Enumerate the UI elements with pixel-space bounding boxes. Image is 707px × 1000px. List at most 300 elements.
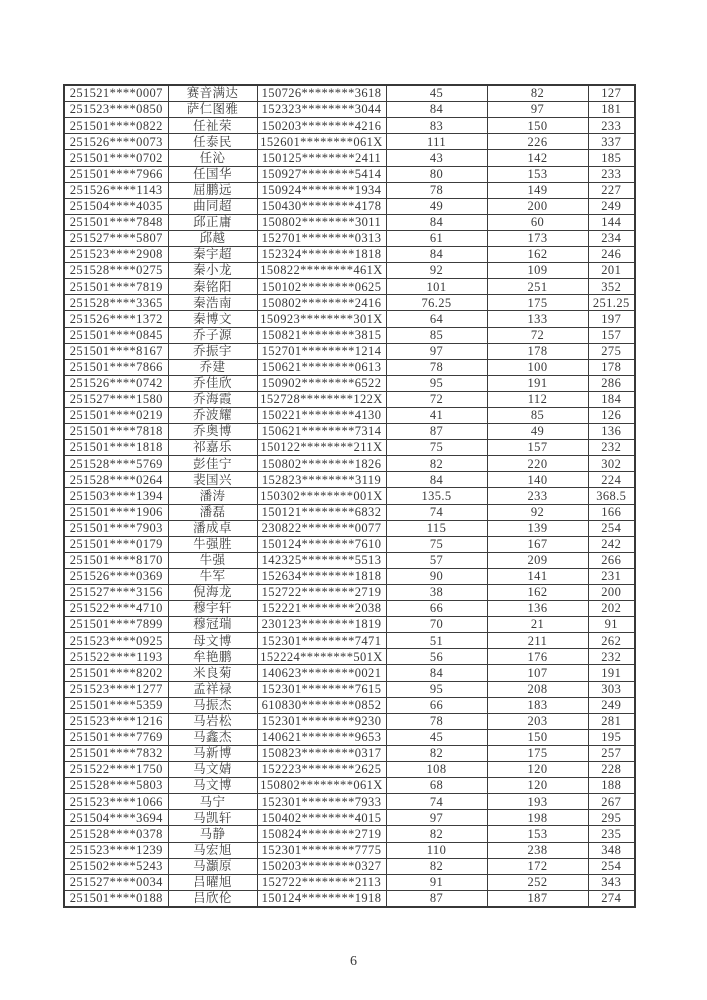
score1-cell: 108 xyxy=(386,762,487,778)
candidate-name-cell: 马宏旭 xyxy=(168,842,257,858)
score1-cell: 111 xyxy=(386,134,487,150)
score1-cell: 95 xyxy=(386,681,487,697)
table-row xyxy=(64,166,635,182)
candidate-name-cell: 乔海霞 xyxy=(168,391,257,407)
table-row xyxy=(64,279,635,295)
candidate-name-cell: 母文博 xyxy=(168,633,257,649)
id-number-cell: 152323********3044 xyxy=(257,102,386,118)
candidate-name-cell: 邱正庸 xyxy=(168,214,257,230)
id-number-cell: 150726********3618 xyxy=(257,85,386,102)
candidate-name-cell: 吕曜旭 xyxy=(168,874,257,890)
table-row xyxy=(64,890,635,907)
candidate-name-cell: 秦博文 xyxy=(168,311,257,327)
total-score-cell: 267 xyxy=(588,794,635,810)
total-score-cell: 232 xyxy=(588,649,635,665)
score2-cell: 139 xyxy=(487,520,588,536)
candidate-name-cell: 任泰民 xyxy=(168,134,257,150)
registration-id-cell: 251501****5359 xyxy=(64,697,168,713)
id-number-cell: 152722********2113 xyxy=(257,874,386,890)
score1-cell: 82 xyxy=(386,456,487,472)
candidate-name-cell: 任国华 xyxy=(168,166,257,182)
registration-id-cell: 251526****0073 xyxy=(64,134,168,150)
registration-id-cell: 251501****1906 xyxy=(64,504,168,520)
score2-cell: 153 xyxy=(487,166,588,182)
score1-cell: 51 xyxy=(386,633,487,649)
total-score-cell: 91 xyxy=(588,617,635,633)
total-score-cell: 348 xyxy=(588,842,635,858)
table-row xyxy=(64,247,635,263)
registration-id-cell: 251523****0850 xyxy=(64,102,168,118)
candidate-name-cell: 赛音满达 xyxy=(168,85,257,102)
score1-cell: 95 xyxy=(386,375,487,391)
table-row xyxy=(64,375,635,391)
total-score-cell: 352 xyxy=(588,279,635,295)
id-number-cell: 152634********1818 xyxy=(257,568,386,584)
total-score-cell: 234 xyxy=(588,230,635,246)
id-number-cell: 140623********0021 xyxy=(257,665,386,681)
registration-id-cell: 251528****0264 xyxy=(64,472,168,488)
score1-cell: 115 xyxy=(386,520,487,536)
id-number-cell: 150802********3011 xyxy=(257,214,386,230)
table-row xyxy=(64,214,635,230)
candidate-name-cell: 乔佳欣 xyxy=(168,375,257,391)
table-row xyxy=(64,488,635,504)
registration-id-cell: 251528****5769 xyxy=(64,456,168,472)
table-row xyxy=(64,826,635,842)
id-number-cell: 140621********9653 xyxy=(257,729,386,745)
id-number-cell: 150822********461X xyxy=(257,263,386,279)
total-score-cell: 275 xyxy=(588,343,635,359)
score1-cell: 75 xyxy=(386,536,487,552)
id-number-cell: 150802********1826 xyxy=(257,456,386,472)
score1-cell: 78 xyxy=(386,182,487,198)
registration-id-cell: 251526****0369 xyxy=(64,568,168,584)
candidate-name-cell: 秦铭阳 xyxy=(168,279,257,295)
table-row xyxy=(64,794,635,810)
score2-cell: 167 xyxy=(487,536,588,552)
registration-id-cell: 251501****7848 xyxy=(64,214,168,230)
score2-cell: 120 xyxy=(487,778,588,794)
score1-cell: 41 xyxy=(386,407,487,423)
score2-cell: 150 xyxy=(487,118,588,134)
id-number-cell: 152701********1214 xyxy=(257,343,386,359)
score2-cell: 150 xyxy=(487,729,588,745)
registration-id-cell: 251528****5803 xyxy=(64,778,168,794)
table-row xyxy=(64,874,635,890)
score1-cell: 84 xyxy=(386,665,487,681)
candidate-name-cell: 秦宇超 xyxy=(168,247,257,263)
candidate-name-cell: 秦浩南 xyxy=(168,295,257,311)
candidate-name-cell: 马文博 xyxy=(168,778,257,794)
id-number-cell: 142325********5513 xyxy=(257,552,386,568)
registration-id-cell: 251501****8167 xyxy=(64,343,168,359)
score1-cell: 84 xyxy=(386,472,487,488)
candidate-name-cell: 牛强 xyxy=(168,552,257,568)
score1-cell: 82 xyxy=(386,745,487,761)
score1-cell: 45 xyxy=(386,729,487,745)
page-number: 6 xyxy=(350,954,357,969)
score1-cell: 135.5 xyxy=(386,488,487,504)
table-row xyxy=(64,729,635,745)
registration-id-cell: 251523****1239 xyxy=(64,842,168,858)
registration-id-cell: 251527****5807 xyxy=(64,230,168,246)
registration-id-cell: 251501****0179 xyxy=(64,536,168,552)
total-score-cell: 303 xyxy=(588,681,635,697)
score1-cell: 90 xyxy=(386,568,487,584)
score2-cell: 175 xyxy=(487,745,588,761)
table-row xyxy=(64,85,635,102)
score2-cell: 178 xyxy=(487,343,588,359)
score1-cell: 84 xyxy=(386,214,487,230)
registration-id-cell: 251523****2908 xyxy=(64,247,168,263)
id-number-cell: 150802********2416 xyxy=(257,295,386,311)
id-number-cell: 150621********7314 xyxy=(257,424,386,440)
table-row xyxy=(64,311,635,327)
registration-id-cell: 251526****1143 xyxy=(64,182,168,198)
score1-cell: 83 xyxy=(386,118,487,134)
id-number-cell: 150121********6832 xyxy=(257,504,386,520)
candidate-name-cell: 任沁 xyxy=(168,150,257,166)
total-score-cell: 249 xyxy=(588,697,635,713)
registration-id-cell: 251501****0188 xyxy=(64,890,168,907)
total-score-cell: 232 xyxy=(588,440,635,456)
candidate-name-cell: 曲同超 xyxy=(168,198,257,214)
candidate-name-cell: 牟艳鹏 xyxy=(168,649,257,665)
table-row xyxy=(64,778,635,794)
score2-cell: 233 xyxy=(487,488,588,504)
candidate-name-cell: 萨仁图雅 xyxy=(168,102,257,118)
candidate-name-cell: 潘磊 xyxy=(168,504,257,520)
table-row xyxy=(64,842,635,858)
registration-id-cell: 251502****5243 xyxy=(64,858,168,874)
registration-id-cell: 251527****3156 xyxy=(64,585,168,601)
score2-cell: 82 xyxy=(487,85,588,102)
score1-cell: 85 xyxy=(386,327,487,343)
candidate-name-cell: 马静 xyxy=(168,826,257,842)
score1-cell: 66 xyxy=(386,601,487,617)
score2-cell: 157 xyxy=(487,440,588,456)
score2-cell: 153 xyxy=(487,826,588,842)
score1-cell: 56 xyxy=(386,649,487,665)
table-row xyxy=(64,472,635,488)
total-score-cell: 136 xyxy=(588,424,635,440)
total-score-cell: 281 xyxy=(588,713,635,729)
registration-id-cell: 251501****7819 xyxy=(64,279,168,295)
candidate-name-cell: 马振杰 xyxy=(168,697,257,713)
total-score-cell: 337 xyxy=(588,134,635,150)
registration-id-cell: 251501****7769 xyxy=(64,729,168,745)
registration-id-cell: 251501****7899 xyxy=(64,617,168,633)
candidate-name-cell: 任祉荣 xyxy=(168,118,257,134)
id-number-cell: 150102********0625 xyxy=(257,279,386,295)
registration-id-cell: 251523****0925 xyxy=(64,633,168,649)
registration-id-cell: 251528****0275 xyxy=(64,263,168,279)
score2-cell: 97 xyxy=(487,102,588,118)
table-row xyxy=(64,745,635,761)
score1-cell: 49 xyxy=(386,198,487,214)
id-number-cell: 150203********4216 xyxy=(257,118,386,134)
id-number-cell: 150203********0327 xyxy=(257,858,386,874)
registration-id-cell: 251501****7903 xyxy=(64,520,168,536)
candidate-name-cell: 倪海龙 xyxy=(168,585,257,601)
registration-id-cell: 251527****1580 xyxy=(64,391,168,407)
id-number-cell: 152601********061X xyxy=(257,134,386,150)
id-number-cell: 150302********001X xyxy=(257,488,386,504)
score2-cell: 191 xyxy=(487,375,588,391)
total-score-cell: 191 xyxy=(588,665,635,681)
score1-cell: 75 xyxy=(386,440,487,456)
total-score-cell: 262 xyxy=(588,633,635,649)
table-row xyxy=(64,230,635,246)
score2-cell: 172 xyxy=(487,858,588,874)
table-row xyxy=(64,617,635,633)
table-row xyxy=(64,198,635,214)
score2-cell: 238 xyxy=(487,842,588,858)
score1-cell: 57 xyxy=(386,552,487,568)
score1-cell: 97 xyxy=(386,810,487,826)
id-number-cell: 150821********3815 xyxy=(257,327,386,343)
candidate-name-cell: 孟祥禄 xyxy=(168,681,257,697)
registration-id-cell: 251501****0822 xyxy=(64,118,168,134)
registration-id-cell: 251526****0742 xyxy=(64,375,168,391)
score2-cell: 162 xyxy=(487,247,588,263)
score1-cell: 87 xyxy=(386,424,487,440)
score2-cell: 100 xyxy=(487,359,588,375)
score1-cell: 66 xyxy=(386,697,487,713)
score1-cell: 80 xyxy=(386,166,487,182)
total-score-cell: 224 xyxy=(588,472,635,488)
table-row xyxy=(64,713,635,729)
candidate-name-cell: 潘成卓 xyxy=(168,520,257,536)
id-number-cell: 152722********2719 xyxy=(257,585,386,601)
table-row xyxy=(64,552,635,568)
total-score-cell: 235 xyxy=(588,826,635,842)
total-score-cell: 251.25 xyxy=(588,295,635,311)
candidate-name-cell: 牛军 xyxy=(168,568,257,584)
candidate-name-cell: 牛强胜 xyxy=(168,536,257,552)
score1-cell: 87 xyxy=(386,890,487,907)
total-score-cell: 227 xyxy=(588,182,635,198)
candidate-name-cell: 彭佳宁 xyxy=(168,456,257,472)
id-number-cell: 152301********7933 xyxy=(257,794,386,810)
total-score-cell: 295 xyxy=(588,810,635,826)
total-score-cell: 286 xyxy=(588,375,635,391)
registration-id-cell: 251522****1193 xyxy=(64,649,168,665)
score-table-body xyxy=(64,85,635,907)
total-score-cell: 254 xyxy=(588,858,635,874)
total-score-cell: 233 xyxy=(588,166,635,182)
registration-id-cell: 251522****1750 xyxy=(64,762,168,778)
score2-cell: 209 xyxy=(487,552,588,568)
candidate-name-cell: 乔波耀 xyxy=(168,407,257,423)
score1-cell: 84 xyxy=(386,247,487,263)
table-row xyxy=(64,536,635,552)
total-score-cell: 185 xyxy=(588,150,635,166)
registration-id-cell: 251503****1394 xyxy=(64,488,168,504)
score2-cell: 72 xyxy=(487,327,588,343)
registration-id-cell: 251527****0034 xyxy=(64,874,168,890)
table-row xyxy=(64,504,635,520)
id-number-cell: 150924********1934 xyxy=(257,182,386,198)
registration-id-cell: 251504****3694 xyxy=(64,810,168,826)
score2-cell: 252 xyxy=(487,874,588,890)
score1-cell: 110 xyxy=(386,842,487,858)
score1-cell: 72 xyxy=(386,391,487,407)
total-score-cell: 368.5 xyxy=(588,488,635,504)
total-score-cell: 197 xyxy=(588,311,635,327)
id-number-cell: 152728********122X xyxy=(257,391,386,407)
total-score-cell: 254 xyxy=(588,520,635,536)
candidate-name-cell: 乔振宇 xyxy=(168,343,257,359)
id-number-cell: 152224********501X xyxy=(257,649,386,665)
total-score-cell: 266 xyxy=(588,552,635,568)
registration-id-cell: 251501****7866 xyxy=(64,359,168,375)
candidate-name-cell: 穆宇轩 xyxy=(168,601,257,617)
registration-id-cell: 251523****1066 xyxy=(64,794,168,810)
id-number-cell: 150802********061X xyxy=(257,778,386,794)
candidate-name-cell: 祁嘉乐 xyxy=(168,440,257,456)
table-row xyxy=(64,150,635,166)
score2-cell: 140 xyxy=(487,472,588,488)
table-row xyxy=(64,568,635,584)
score2-cell: 251 xyxy=(487,279,588,295)
id-number-cell: 150823********0317 xyxy=(257,745,386,761)
id-number-cell: 150927********5414 xyxy=(257,166,386,182)
score1-cell: 78 xyxy=(386,713,487,729)
table-row xyxy=(64,359,635,375)
total-score-cell: 166 xyxy=(588,504,635,520)
score2-cell: 183 xyxy=(487,697,588,713)
score2-cell: 226 xyxy=(487,134,588,150)
registration-id-cell: 251501****7832 xyxy=(64,745,168,761)
registration-id-cell: 251501****8170 xyxy=(64,552,168,568)
registration-id-cell: 251501****7818 xyxy=(64,424,168,440)
id-number-cell: 150221********4130 xyxy=(257,407,386,423)
id-number-cell: 152301********7775 xyxy=(257,842,386,858)
registration-id-cell: 251522****4710 xyxy=(64,601,168,617)
score1-cell: 38 xyxy=(386,585,487,601)
score1-cell: 91 xyxy=(386,874,487,890)
score2-cell: 107 xyxy=(487,665,588,681)
score2-cell: 200 xyxy=(487,198,588,214)
score1-cell: 82 xyxy=(386,826,487,842)
score1-cell: 68 xyxy=(386,778,487,794)
score2-cell: 49 xyxy=(487,424,588,440)
candidate-name-cell: 马文婧 xyxy=(168,762,257,778)
candidate-name-cell: 马岩松 xyxy=(168,713,257,729)
score2-cell: 193 xyxy=(487,794,588,810)
id-number-cell: 152221********2038 xyxy=(257,601,386,617)
score1-cell: 78 xyxy=(386,359,487,375)
score1-cell: 101 xyxy=(386,279,487,295)
candidate-name-cell: 吕欣伦 xyxy=(168,890,257,907)
candidate-name-cell: 马宁 xyxy=(168,794,257,810)
id-number-cell: 152324********1818 xyxy=(257,247,386,263)
total-score-cell: 274 xyxy=(588,890,635,907)
table-row xyxy=(64,424,635,440)
table-row xyxy=(64,585,635,601)
candidate-name-cell: 秦小龙 xyxy=(168,263,257,279)
score2-cell: 141 xyxy=(487,568,588,584)
score2-cell: 149 xyxy=(487,182,588,198)
table-row xyxy=(64,681,635,697)
registration-id-cell: 251526****1372 xyxy=(64,311,168,327)
score1-cell: 82 xyxy=(386,858,487,874)
candidate-name-cell: 米良菊 xyxy=(168,665,257,681)
total-score-cell: 184 xyxy=(588,391,635,407)
score2-cell: 220 xyxy=(487,456,588,472)
id-number-cell: 152823********3119 xyxy=(257,472,386,488)
total-score-cell: 257 xyxy=(588,745,635,761)
candidate-name-cell: 乔子源 xyxy=(168,327,257,343)
id-number-cell: 152301********9230 xyxy=(257,713,386,729)
table-row xyxy=(64,633,635,649)
registration-id-cell: 251523****1277 xyxy=(64,681,168,697)
table-row xyxy=(64,649,635,665)
table-row xyxy=(64,440,635,456)
id-number-cell: 150124********1918 xyxy=(257,890,386,907)
score1-cell: 74 xyxy=(386,794,487,810)
total-score-cell: 188 xyxy=(588,778,635,794)
score2-cell: 211 xyxy=(487,633,588,649)
candidate-name-cell: 屈鹏远 xyxy=(168,182,257,198)
id-number-cell: 610830********0852 xyxy=(257,697,386,713)
table-row xyxy=(64,263,635,279)
score1-cell: 84 xyxy=(386,102,487,118)
total-score-cell: 126 xyxy=(588,407,635,423)
score2-cell: 112 xyxy=(487,391,588,407)
total-score-cell: 201 xyxy=(588,263,635,279)
registration-id-cell: 251528****0378 xyxy=(64,826,168,842)
table-row xyxy=(64,182,635,198)
total-score-cell: 178 xyxy=(588,359,635,375)
id-number-cell: 152301********7615 xyxy=(257,681,386,697)
total-score-cell: 195 xyxy=(588,729,635,745)
id-number-cell: 230822********0077 xyxy=(257,520,386,536)
score2-cell: 21 xyxy=(487,617,588,633)
id-number-cell: 230123********1819 xyxy=(257,617,386,633)
total-score-cell: 302 xyxy=(588,456,635,472)
total-score-cell: 228 xyxy=(588,762,635,778)
total-score-cell: 127 xyxy=(588,85,635,102)
score2-cell: 203 xyxy=(487,713,588,729)
score1-cell: 74 xyxy=(386,504,487,520)
candidate-name-cell: 马鑫杰 xyxy=(168,729,257,745)
score2-cell: 208 xyxy=(487,681,588,697)
id-number-cell: 150125********2411 xyxy=(257,150,386,166)
score1-cell: 61 xyxy=(386,230,487,246)
total-score-cell: 343 xyxy=(588,874,635,890)
table-row xyxy=(64,810,635,826)
id-number-cell: 152301********7471 xyxy=(257,633,386,649)
table-row xyxy=(64,391,635,407)
candidate-name-cell: 马凯轩 xyxy=(168,810,257,826)
score1-cell: 92 xyxy=(386,263,487,279)
total-score-cell: 246 xyxy=(588,247,635,263)
id-number-cell: 150621********0613 xyxy=(257,359,386,375)
registration-id-cell: 251504****4035 xyxy=(64,198,168,214)
candidate-name-cell: 裴国兴 xyxy=(168,472,257,488)
registration-id-cell: 251501****7966 xyxy=(64,166,168,182)
total-score-cell: 157 xyxy=(588,327,635,343)
registration-id-cell: 251501****0845 xyxy=(64,327,168,343)
score2-cell: 162 xyxy=(487,585,588,601)
candidate-name-cell: 潘涛 xyxy=(168,488,257,504)
total-score-cell: 249 xyxy=(588,198,635,214)
id-number-cell: 150124********7610 xyxy=(257,536,386,552)
score1-cell: 97 xyxy=(386,343,487,359)
candidate-name-cell: 乔建 xyxy=(168,359,257,375)
